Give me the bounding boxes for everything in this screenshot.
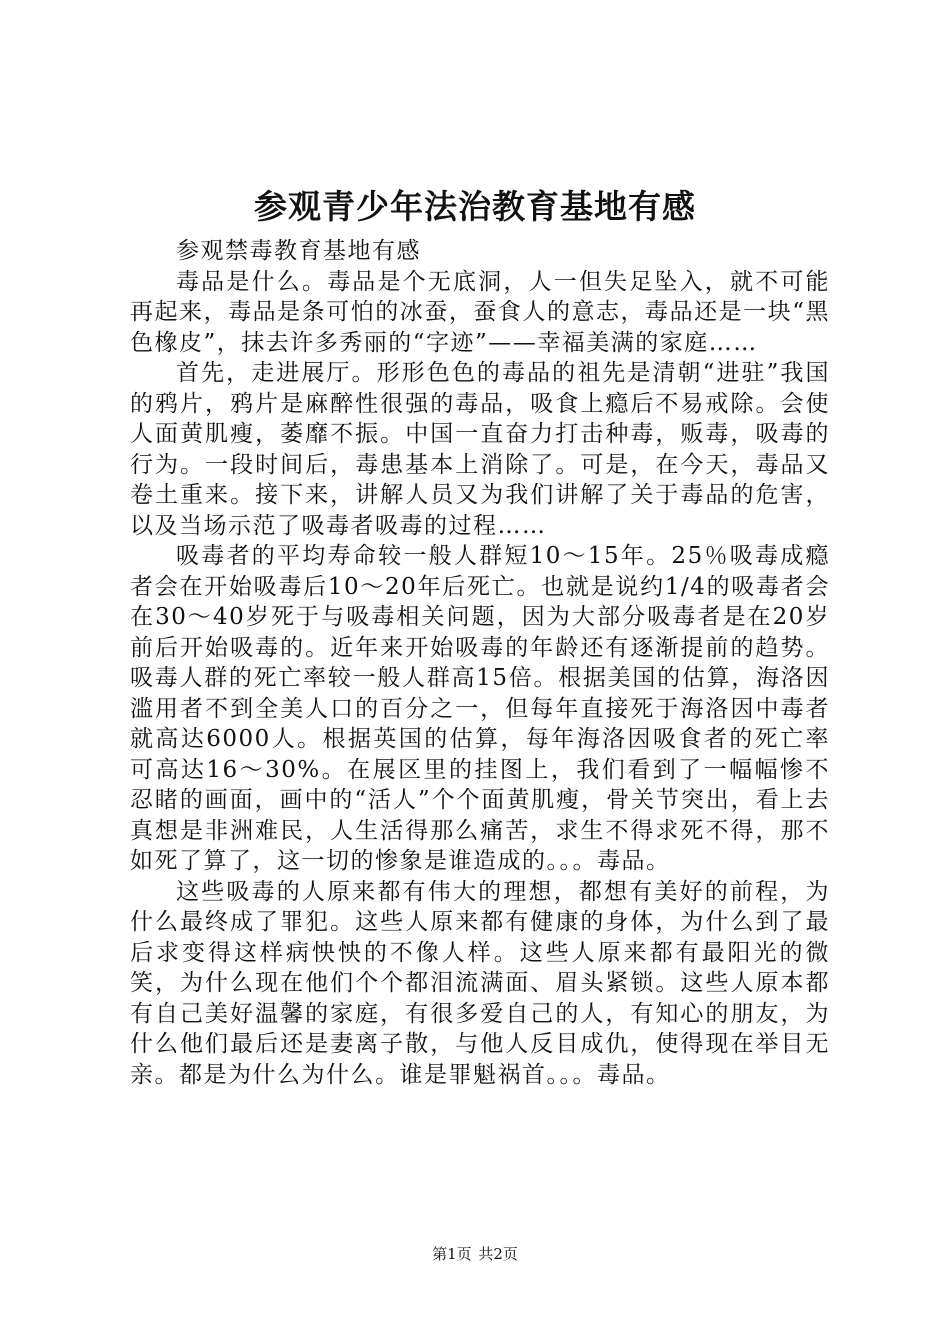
document-body — [130, 236, 830, 1090]
page-total: 共2页 — [478, 1245, 518, 1263]
paragraph-subtitle: 参观禁毒教育基地有感 — [176, 238, 421, 264]
paragraph: 毒品是什么。毒品是个无底洞，人一但失足坠入，就不可能再起来，毒品是条可怕的冰蚕，蚕食人的意志，毒品还是一块“黑色橡皮”，抹去许多秀丽的“字迹”——幸福美满的家庭…… — [130, 268, 830, 356]
page-number: 第1页 — [432, 1245, 472, 1263]
paragraph: 吸毒者的平均寿命较一般人群短10～15年。25％吸毒成瘾者会在开始吸毒后10～20年后死亡。也就是说约1/4的吸毒者会在30～40岁死于与吸毒相关问题，因为大部分吸毒者是在20岁前后开始吸毒的。近年来开始吸毒的年龄还有逐渐提前的趋势。吸毒人群的死亡率较一般人群高15倍。根据美国的估算，海洛因滥用者不到全美人口的百分之一，但每年直接死于海洛因中毒者就高达6000人。根据英国的估算，每年海洛因吸食者的死亡率可高达16～30%。在展区里的挂图上，我们看到了一幅幅惨不忍睹的画面，画中的“活人”个个面黄肌瘦，骨关节突出，看上去真想是非洲难民，人生活得那么痛苦，求生不得求死不得，那不如死了算了，这一切的惨象是谁造成的。。。毒品。 — [130, 543, 830, 874]
paragraph: 首先，走进展厅。形形色色的毒品的祖先是清朝“进驻”我国的鸦片，鸦片是麻醉性很强的毒品，吸食上瘾后不易戒除。会使人面黄肌瘦，萎靡不振。中国一直奋力打击种毒，贩毒，吸毒的行为。一段时间后，毒患基本上消除了。可是，在今天，毒品又卷土重来。接下来，讲解人员又为我们讲解了关于毒品的危害，以及当场示范了吸毒者吸毒的过程…… — [130, 360, 830, 539]
paragraph: 这些吸毒的人原来都有伟大的理想，都想有美好的前程，为什么最终成了罪犯。这些人原来都有健康的身体，为什么到了最后求变得这样病怏怏的不像人样。这些人原来都有最阳光的微笑，为什么现在他们个个都泪流满面、眉头紧锁。这些人原本都有自己美好温馨的家庭，有很多爱自己的人，有知心的朋友，为什么他们最后还是妻离子散，与他人反目成仇，使得现在举目无亲。都是为什么为什么。谁是罪魁祸首。。。毒品。 — [130, 878, 830, 1088]
document-title: 参观青少年法治教育基地有感 — [254, 187, 696, 226]
page-footer — [0, 1242, 950, 1266]
